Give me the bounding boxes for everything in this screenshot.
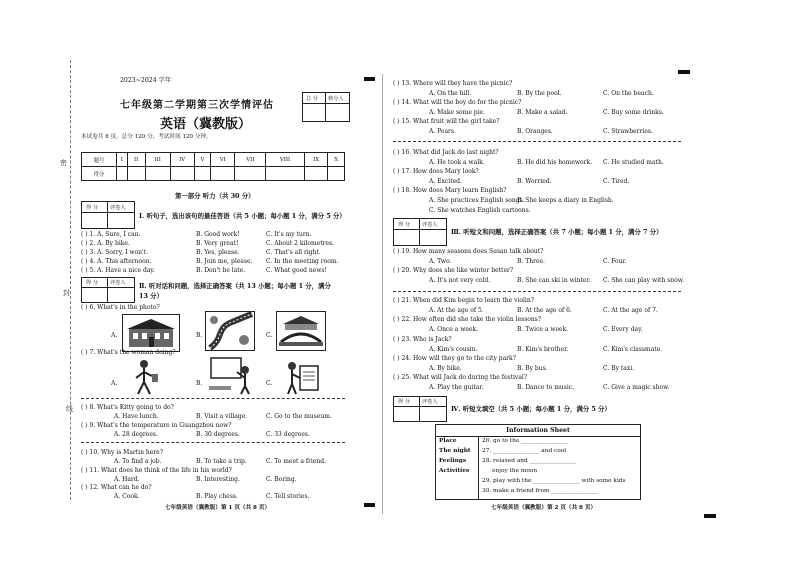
q8-question: ( ) 8. What's Kitty going to do? [81, 404, 174, 411]
sheet-label-activities: Activities [439, 468, 470, 474]
q11-option-a[interactable]: A. Hard. [114, 476, 140, 483]
q25-option-b[interactable]: B. Dance to music. [517, 384, 575, 391]
section1-title: Ⅰ. 听句子，选出该句的最佳答语（共 5 小题；每小题 1 分，满分 5 分） [139, 212, 346, 220]
q10-option-c[interactable]: C. To meet a friend. [266, 458, 327, 465]
section4-title: Ⅳ. 听短文填空（共 5 小题；每小题 1 分，满分 5 分） [451, 405, 611, 413]
q5-option-c[interactable]: C. What good news! [266, 267, 327, 274]
q20-option-c[interactable]: C. She can play with snow. [603, 277, 685, 284]
binding-mark-mi: 密 [60, 159, 67, 167]
sheet-answer-29[interactable]: 29. play with the ________________ with some kids [482, 478, 626, 484]
q15-option-b[interactable]: B. Oranges. [517, 128, 553, 135]
q22-question: ( ) 22. How often did she take the violin lessons? [393, 316, 542, 323]
q12-option-b[interactable]: B. Play chess. [196, 493, 238, 500]
grid-cell[interactable] [145, 167, 170, 181]
grid-col-5: V [194, 153, 211, 167]
q23-option-a[interactable]: A. Kim's cousin. [429, 346, 478, 353]
q6-label-c[interactable]: C. [266, 332, 273, 339]
q3-option-c[interactable]: C. That's all right. [266, 249, 321, 256]
grid-col-8: VIII [266, 153, 304, 167]
q2-option-a[interactable]: ( ) 2. A. By bike. [81, 240, 130, 247]
grid-col-6: VI [211, 153, 235, 167]
q15-question: ( ) 15. What fruit will the girl take? [393, 118, 500, 125]
q7-pic-b-teaching[interactable] [207, 356, 255, 396]
grader-score-label: 得 分 [86, 280, 99, 286]
q20-option-a[interactable]: A. It's not very cold. [429, 277, 491, 284]
grid-col-1: I [117, 153, 128, 167]
q8-option-b[interactable]: B. Visit a village. [196, 413, 248, 420]
binding-line [70, 60, 71, 500]
q21-option-b[interactable]: B. At the age of 6. [517, 307, 572, 314]
q12-question: ( ) 12. What can he do? [81, 484, 152, 491]
registration-mark [678, 70, 690, 74]
q22-option-c[interactable]: C. Every day. [603, 326, 643, 333]
grid-col-2: II [127, 153, 145, 167]
q21-question: ( ) 21. When did Kim begin to learn the violin? [393, 297, 534, 304]
grader-score-label: 得 分 [86, 205, 99, 211]
q1-option-b[interactable]: B. Good work! [196, 231, 240, 238]
q20-question: ( ) 20. Why does she like winter better? [393, 267, 514, 274]
grid-cell[interactable] [170, 167, 194, 181]
divider [393, 291, 681, 292]
q11-option-b[interactable]: B. Interesting. [196, 476, 240, 483]
q25-option-a[interactable]: A. Play the guitar. [429, 384, 484, 391]
sheet-answer-26[interactable]: 26. go to the ________________ [482, 438, 568, 444]
sheet-label-night: The night [439, 448, 471, 454]
q15-option-a[interactable]: A. Pears. [429, 128, 456, 135]
sheet-answer-30[interactable]: 30. make a friend from ________________ [482, 488, 598, 494]
q16-option-a[interactable]: A. He took a walk. [429, 159, 485, 166]
total-score-label: 总 分 [306, 96, 319, 102]
registration-mark [364, 77, 375, 81]
q7-label-c[interactable]: C. [266, 380, 273, 387]
q16-option-b[interactable]: B. He did his homework. [517, 159, 593, 166]
sheet-title: Information Sheet [506, 427, 570, 434]
grid-cell[interactable] [266, 167, 304, 181]
grader-score-label: 得 分 [398, 399, 411, 405]
woman-teaching-icon [207, 356, 255, 396]
section2-title: Ⅱ. 听对话和问题，选择正确答案（共 13 小题；每小题 1 分，满分 [139, 282, 331, 290]
woman-walking-icon [124, 358, 166, 396]
grader-score-label: 得 分 [398, 222, 411, 228]
q8-option-a[interactable]: A. Have lunch. [114, 413, 159, 420]
woman-reading-icon [280, 358, 322, 396]
section2-title-cont: 13 分） [139, 292, 163, 300]
q14-option-c[interactable]: C. Buy some drinks. [603, 109, 664, 116]
q5-option-a[interactable]: ( ) 5. A. Have a nice day. [81, 267, 155, 274]
grader-name-label: 评卷人 [110, 205, 126, 211]
q24-option-c[interactable]: C. By taxi. [603, 365, 635, 372]
q7-label-a[interactable]: A. [111, 380, 118, 387]
q6-pic-a-house[interactable] [122, 314, 180, 352]
information-sheet [435, 424, 641, 500]
grader-name-label: 评卷人 [422, 222, 438, 228]
q19-question: ( ) 19. How many seasons does Susan talk about? [393, 248, 544, 255]
grid-col-10: X [328, 153, 345, 167]
q18-option-b[interactable]: B. She keeps a diary in English. [517, 197, 614, 204]
grid-cell[interactable] [127, 167, 145, 181]
bridge-icon [277, 312, 325, 350]
q16-option-c[interactable]: C. He studied math. [603, 159, 664, 166]
grader-box-4 [393, 396, 447, 422]
q9-option-c[interactable]: C. 33 degrees. [266, 431, 310, 438]
q22-option-a[interactable]: A. Once a week. [429, 326, 479, 333]
q11-question: ( ) 11. What does he think of the life in his world? [81, 467, 232, 474]
q9-option-b[interactable]: B. 30 degrees. [196, 431, 240, 438]
checker-label: 核分人 [328, 96, 344, 102]
q18-option-c[interactable]: C. She watches English cartoons. [429, 207, 531, 214]
q19-option-c[interactable]: C. Four. [603, 258, 627, 265]
page1-footer: 七年级英语（冀教版）第 1 页（共 8 页） [165, 505, 271, 511]
q17-question: ( ) 17. How does Mary look? [393, 168, 479, 175]
q23-option-c[interactable]: C. Kim's classmate. [603, 346, 663, 353]
sheet-answer-27[interactable]: 27. ________________ and cool [482, 448, 567, 454]
q24-option-a[interactable]: A. By bike. [429, 365, 462, 372]
q13-option-c[interactable]: C. On the beach. [603, 90, 654, 97]
q6-question: ( ) 6. What's in the photo? [81, 304, 160, 311]
q17-option-c[interactable]: C. Tired. [603, 178, 630, 185]
binding-mark-feng: 封 [63, 289, 70, 297]
grid-cell[interactable] [328, 167, 345, 181]
q17-option-b[interactable]: B. Worried. [517, 178, 552, 185]
q8-option-c[interactable]: C. Go to the museum. [266, 413, 332, 420]
registration-mark [364, 503, 375, 507]
q9-question: ( ) 9. What's the temperature in Guangzhou now? [81, 422, 232, 429]
q24-option-b[interactable]: B. By bus. [517, 365, 548, 372]
part1-title: 第一部分 听力（共 30 分） [175, 192, 255, 200]
q6-pic-b-road[interactable] [205, 311, 255, 351]
q2-option-c[interactable]: C. About 2 kilometres. [266, 240, 335, 247]
q25-question: ( ) 25. What will Jack do during the festival? [393, 374, 528, 381]
q21-option-a[interactable]: A. At the age of 5. [429, 307, 484, 314]
grid-cell[interactable] [117, 167, 128, 181]
q18-question: ( ) 18. How does Mary learn English? [393, 187, 507, 194]
q3-option-b[interactable]: B. Yes, please. [196, 249, 240, 256]
grader-box-1 [81, 201, 135, 229]
score-grid [81, 152, 345, 181]
page-fold-line [382, 74, 383, 514]
q4-option-c[interactable]: C. In the meeting room. [266, 258, 339, 265]
q2-option-b[interactable]: B. Very great! [196, 240, 239, 247]
section3-title: Ⅲ. 听短文和问题，选择正确答案（共 7 小题；每小题 1 分，满分 7 分） [451, 228, 663, 236]
registration-mark [704, 514, 716, 518]
sheet-label-place: Place [439, 438, 457, 444]
q1-option-a[interactable]: ( ) 1. A. Sure, I can. [81, 231, 141, 238]
house-icon [123, 315, 179, 351]
q7-pic-a-walking[interactable] [124, 358, 166, 396]
grid-col-3: III [145, 153, 170, 167]
q23-option-b[interactable]: B. Kim's brother. [517, 346, 569, 353]
subject-title: 英语（冀教版） [160, 117, 252, 132]
binding-mark-xian: 线 [66, 405, 73, 413]
q5-option-b[interactable]: B. Don't be late. [196, 267, 246, 274]
grader-name-label: 评卷人 [110, 280, 126, 286]
grid-cell[interactable] [235, 167, 266, 181]
q19-option-b[interactable]: B. Three. [517, 258, 545, 265]
q16-question: ( ) 16. What did Jack do last night? [393, 149, 499, 156]
divider [81, 398, 345, 399]
q10-question: ( ) 10. Why is Martin here? [81, 449, 163, 456]
q9-option-a[interactable]: A. 28 degrees. [114, 431, 158, 438]
q6-label-b[interactable]: B. [196, 332, 203, 339]
q13-question: ( ) 13. Where will they have the picnic? [393, 80, 513, 87]
q12-option-c[interactable]: C. Tell stories. [266, 493, 310, 500]
divider [81, 442, 345, 443]
exam-title: 七年级第二学期第三次学情评估 [120, 100, 274, 111]
q21-option-c[interactable]: C. At the age of 7. [603, 307, 658, 314]
q14-option-b[interactable]: B. Make a salad. [517, 109, 568, 116]
page2-footer: 七年级英语（冀教版）第 2 页（共 8 页） [491, 505, 597, 511]
q7-label-b[interactable]: B. [196, 380, 203, 387]
q15-option-c[interactable]: C. Strawberries. [603, 128, 653, 135]
grid-cell[interactable] [194, 167, 211, 181]
q22-option-b[interactable]: B. Twice a week. [517, 326, 569, 333]
q24-question: ( ) 24. How will they go to the city park? [393, 355, 516, 362]
q19-option-a[interactable]: A. Two. [429, 258, 452, 265]
q18-option-a[interactable]: A. She practices English songs. [429, 197, 525, 204]
q20-option-b[interactable]: B. She can ski in winter. [517, 277, 591, 284]
grid-score-label: 得分 [82, 167, 117, 181]
grid-col-7: VII [235, 153, 266, 167]
grid-header-label: 题号 [82, 153, 117, 167]
grader-box-2 [81, 277, 135, 303]
year-label: 2023~2024 学年 [120, 77, 172, 84]
road-icon [206, 312, 254, 350]
sheet-answer-28[interactable]: 28. relaxed and ________________ [482, 458, 576, 464]
q7-question: ( ) 7. What's the woman doing? [81, 349, 176, 356]
q6-label-a[interactable]: A. [111, 332, 118, 339]
q17-option-a[interactable]: A. Excited. [429, 178, 462, 185]
q7-pic-c-reading[interactable] [280, 358, 322, 396]
grader-box-3 [393, 218, 447, 246]
grader-name-label: 评卷人 [422, 399, 438, 405]
q10-option-b[interactable]: B. To take a trip. [196, 458, 247, 465]
grid-cell[interactable] [211, 167, 235, 181]
q10-option-a[interactable]: A. To find a job. [114, 458, 162, 465]
q1-option-c[interactable]: C. It's my turn. [266, 231, 312, 238]
q4-option-b[interactable]: B. Join me, please. [196, 258, 253, 265]
grid-col-9: IX [304, 153, 328, 167]
instructions: 本试卷共 8 页。总分 120 分，考试时间 120 分钟。 [81, 134, 212, 140]
q12-option-a[interactable]: A. Cook. [114, 493, 140, 500]
q3-option-a[interactable]: ( ) 3. A. Sorry, I won't. [81, 249, 148, 256]
q4-option-a[interactable]: ( ) 4. A. This afternoon. [81, 258, 152, 265]
q14-option-a[interactable]: A. Make some pie. [429, 109, 486, 116]
q13-option-b[interactable]: B. By the pool. [517, 90, 562, 97]
sheet-activity-moon: enjoy the moon [492, 468, 538, 474]
total-score-box [302, 92, 350, 122]
sheet-label-feelings: Feelings [439, 458, 467, 464]
q11-option-c[interactable]: C. Boring. [266, 476, 297, 483]
q25-option-c[interactable]: C. Give a magic show. [603, 384, 670, 391]
q13-option-a[interactable]: A. On the hill. [429, 90, 472, 97]
q14-question: ( ) 14. What will the boy do for the picnic? [393, 99, 522, 106]
divider [393, 141, 681, 142]
q23-question: ( ) 23. Who is Jack? [393, 336, 452, 343]
grid-col-4: IV [170, 153, 194, 167]
q6-pic-c-bridge[interactable] [276, 311, 326, 351]
grid-cell[interactable] [304, 167, 328, 181]
